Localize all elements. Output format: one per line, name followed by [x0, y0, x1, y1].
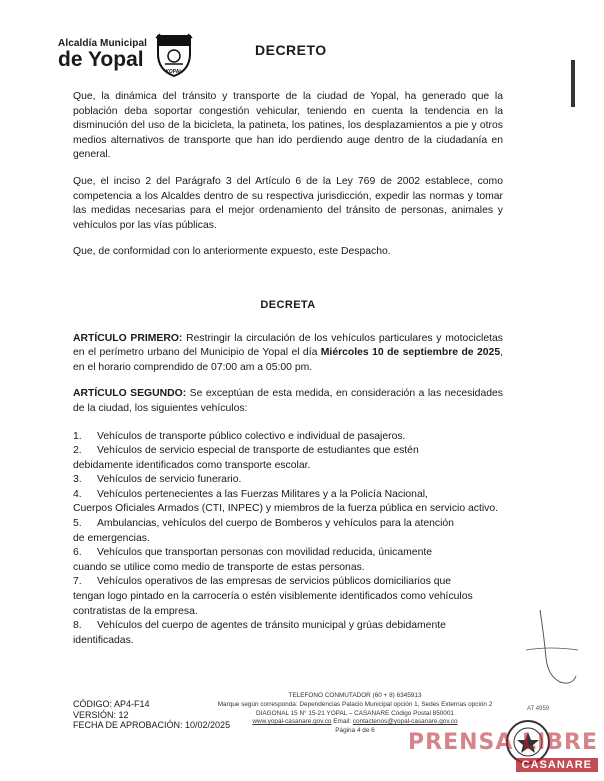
list-item-number: 3. [73, 474, 82, 486]
list-item-text: Vehículos de servicio especial de transporte de estudiantes que estén [97, 445, 419, 457]
section-title: DECRETA [260, 298, 316, 311]
list-item-number: 2. [73, 445, 82, 457]
list-item [73, 546, 503, 575]
list-item [73, 444, 503, 473]
list-item [73, 473, 503, 488]
footer-version: VERSIÓN: 12 [73, 709, 129, 720]
page-number: Página 4 de 6 [335, 727, 375, 735]
watermark-line-2: CASANARE [516, 758, 598, 772]
list-item-number: 6. [73, 547, 82, 559]
article-2-text: Se exceptúan de esta medida, en consideración a las necesidades de la ciudad, los siguientes vehículos: [73, 388, 503, 414]
list-item-number: 4. [73, 488, 82, 500]
article-1-label: ARTÍCULO PRIMERO: [73, 332, 183, 344]
list-item-number: 1. [73, 430, 82, 442]
logo-line-2: de Yopal [58, 48, 144, 71]
article-1-text: Restringir la circulación de los vehículos particulares y motocicletas en el perímetro urbano del Municipio de Yopal el día [73, 332, 503, 359]
list-item-number: 7. [73, 576, 82, 588]
list-item-continuation: identificadas. [73, 634, 134, 646]
exception-list [73, 430, 503, 649]
list-item [73, 430, 503, 445]
list-item [73, 517, 503, 546]
list-item-text: Ambulancias, vehículos del cuerpo de Bomberos y vehículos para la atención [97, 518, 454, 530]
article-1-date: Miércoles 10 de septiembre de 2025 [320, 347, 501, 359]
paragraph-1: Que, la dinámica del tránsito y transporte de la ciudad de Yopal, ha generado que la población deba soportar congestión vehicular, teniendo en cuenta la tendencia en la disminución del uso de la bicicleta, la patineta, los patines, los desplazamientos a pie y otros medios alternativos de transporte que han ido perdiendo auge dentro de la ciudadanía en general. [73, 91, 503, 161]
watermark-logo [408, 730, 598, 773]
list-item-continuation: debidamente identificados como transporte escolar. [73, 459, 311, 471]
footer-options: Marque según corresponda: Dependencias Palacio Municipal opción 1, Sedes Externas opción 2 [217, 700, 493, 708]
margin-mark [571, 60, 575, 107]
list-item-number: 8. [73, 620, 82, 632]
list-item-continuation: tengan logo pintado en la carrocería o estén visiblemente identificados como vehículos contratistas de la empresa. [73, 591, 473, 617]
footer-web-email [210, 718, 500, 727]
footer-email-label: Email: [333, 718, 352, 726]
article-1-tail: , en el horario comprendido de 07:00 am a 05:00 pm. [73, 347, 503, 373]
list-item-text: Vehículos del cuerpo de agentes de tránsito municipal y grúas debidamente [97, 620, 446, 632]
list-item-text: Vehículos pertenecientes a las Fuerzas Militares y a la Policía Nacional, [97, 488, 428, 500]
article-1 [73, 332, 503, 376]
footer-website-link[interactable]: www.yopal-casanare.gov.co [252, 718, 332, 726]
list-item-number: 5. [73, 518, 82, 530]
list-item-text: Vehículos de transporte público colectivo e individual de pasajeros. [97, 430, 406, 442]
paragraph-2: Que, el inciso 2 del Parágrafo 3 del Artículo 6 de la Ley 769 de 2002 establece, como competencia a los Alcaldes dentro de su respectiva jurisdicción, expedir las normas y tomar las medidas necesarias para el mejor ordenamiento del tránsito de personas, animales y vehículos por las vías públicas. [73, 175, 503, 231]
shield-label: YOPAL [165, 69, 183, 75]
pen-mark-icon [520, 606, 580, 696]
list-item [73, 488, 503, 517]
footer-address: DIAGONAL 15 N° 15-21 YOPAL – CASANARE Código Postal 850001 [256, 709, 454, 717]
document-title: DECRETO [255, 42, 327, 58]
coat-of-arms-icon [154, 32, 194, 78]
list-item [73, 619, 503, 648]
list-item [73, 575, 503, 619]
document-body [73, 90, 503, 648]
paragraph-3: Que, de conformidad con lo anteriormente expuesto, este Despacho. [73, 246, 391, 258]
stamp-code: AT 4959 [527, 706, 550, 712]
list-item-continuation: cuando se utilice como medio de transporte de estas personas. [73, 561, 365, 573]
footer-codes [73, 699, 230, 731]
article-2 [73, 387, 503, 416]
watermark-line-1: PRENSA LIBRE [408, 730, 598, 755]
logo-line-1: Alcaldía Municipal [58, 38, 148, 49]
list-item-text: Vehículos que transportan personas con movilidad reducida, únicamente [97, 547, 433, 559]
footer-code: CÓDIGO: AP4-F14 [73, 699, 150, 709]
article-2-label: ARTÍCULO SEGUNDO: [73, 388, 187, 400]
footer-phone: TELEFONO CONMUTADOR (60 + 8) 6345913 [288, 692, 422, 699]
list-item-continuation: de emergencias. [73, 532, 150, 544]
footer-approval-date: FECHA DE APROBACIÓN: 10/02/2025 [73, 720, 231, 730]
list-item-continuation: Cuerpos Oficiales Armados (CTI, INPEC) y miembros de la fuerza pública en servicio activo. [73, 503, 499, 515]
list-item-text: Vehículos operativos de las empresas de servicios públicos domiciliarios que [97, 576, 452, 588]
list-item-text: Vehículos de servicio funerario. [97, 474, 242, 486]
footer-email-link[interactable]: contactenos@yopal-casanare.gov.co [352, 718, 458, 726]
